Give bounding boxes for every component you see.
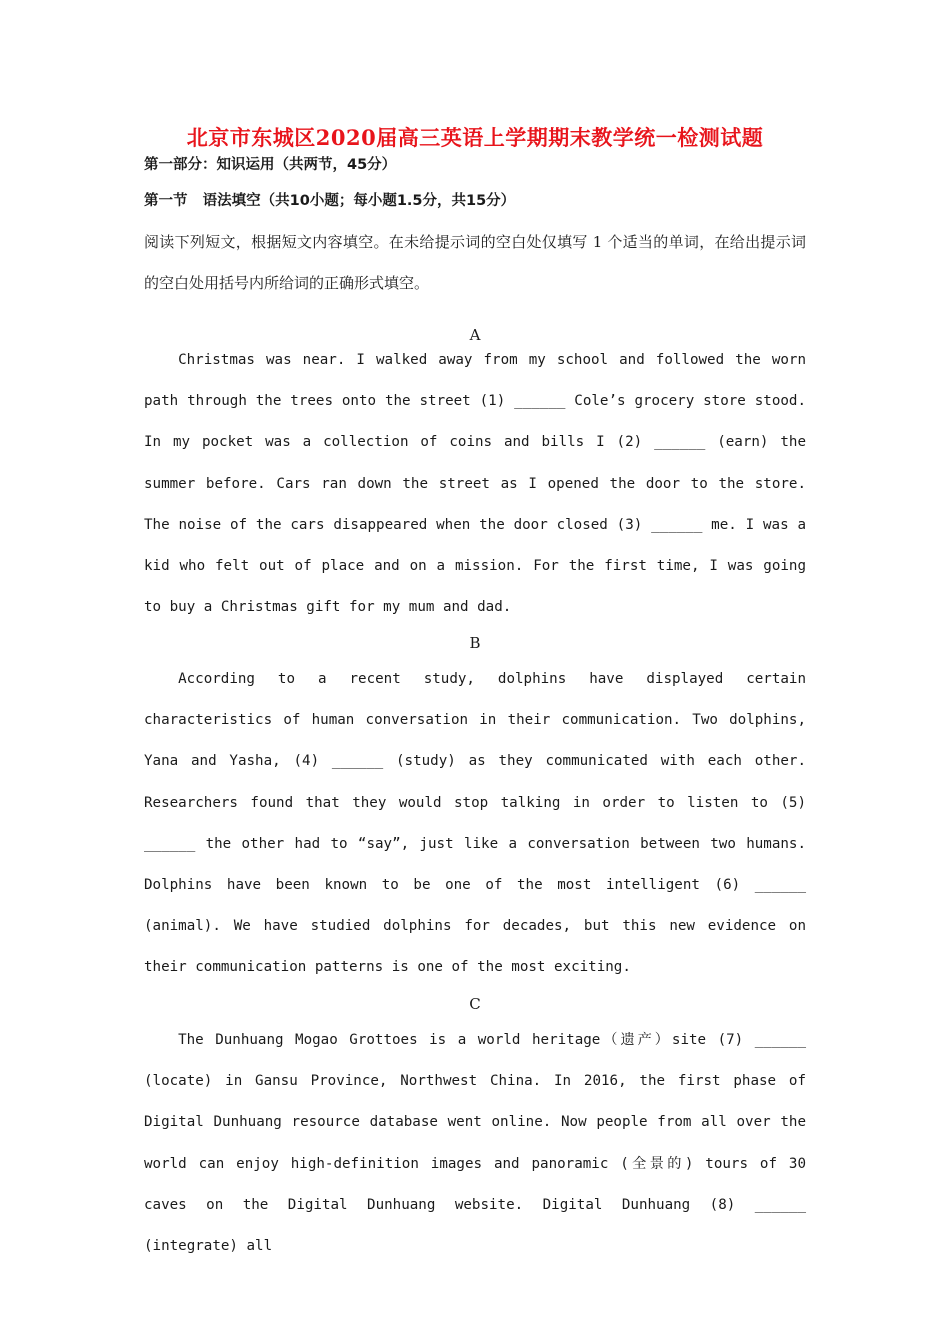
passage-a [144, 340, 806, 628]
passage-b-letter: B [469, 634, 481, 652]
passage-a-text: Christmas was near. I walked away from my school and followed the worn path through the trees onto the street (1) ______ Cole’s grocery store stood. In my pocket was a collection of coins and bills I (2) ______ (earn) the summer before. Cars ran down the street as I opened the door to the store. The noise of the cars disappeared when the door closed (3) ______ me. I was a kid who felt out of place and on a mission. For the first time, I was going to buy a Christmas gift for my mum and dad. [144, 352, 806, 616]
passage-c [144, 1020, 806, 1267]
document-title: 北京市东城区2020届高三英语上学期期末教学统一检测试题 [186, 125, 764, 150]
instructions-paragraph: 阅读下列短文，根据短文内容填空。在未给提示词的空白处仅填写 1 个适当的单词，在给出提示词的空白处用括号内所给词的正确形式填空。 [144, 233, 806, 292]
passage-b [144, 659, 806, 989]
part-heading: 第一部分：知识运用（共两节，45分） [144, 157, 397, 173]
passage-c-text: The Dunhuang Mogao Grottoes is a world heritage（遗产）site (7) ______ (locate) in Gansu Province, Northwest China. In 2016, the first phase of Digital Dunhuang resource database went online. Now people from all over the world can enjoy high-definition images and panoramic (全景的) tours of 30 caves on the Digital Dunhuang website. Digital Dunhuang (8) ______ (integrate) all [144, 1032, 806, 1255]
passage-a-letter: A [469, 326, 481, 344]
passage-b-text: According to a recent study, dolphins have displayed certain characteristics of human conversation in their communication. Two dolphins, Yana and Yasha, (4) ______ (study) as they communicated with each other. Researchers found that they would stop talking in order to listen to (5) ______ the other had to “say”, just like a conversation between two humans. Dolphins have been known to be one of the most intelligent (6) ______ (animal). We have studied dolphins for decades, but this new evidence on their communication patterns is one of the most exciting. [144, 671, 806, 976]
passage-c-letter: C [469, 995, 481, 1013]
section-heading: 第一节 语法填空（共10小题；每小题1.5分，共15分） [144, 193, 516, 209]
